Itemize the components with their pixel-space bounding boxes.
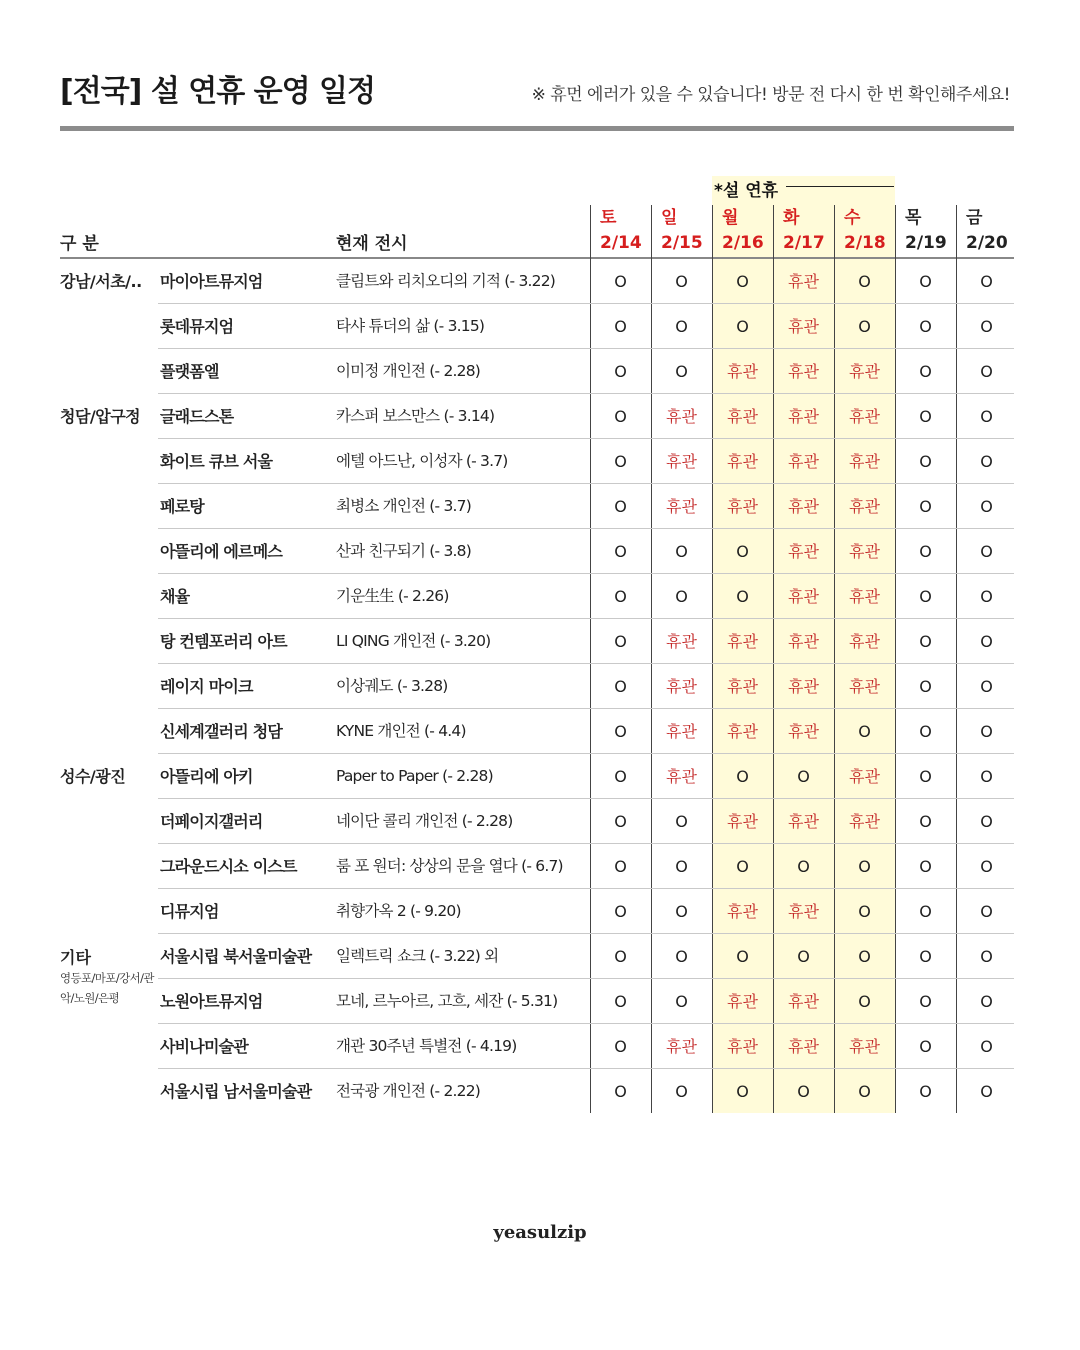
status-open: O [736,767,749,786]
venue-name: 그라운드시소 이스트 [160,857,297,876]
page-title: [전국] 설 연휴 운영 일정 [60,74,376,109]
status-closed: 휴관 [849,1037,880,1056]
status-open: O [858,992,871,1011]
status-open: O [858,317,871,336]
exhibition-name: 이미정 개인전 (- 2.28) [336,362,481,380]
status-open: O [614,407,627,426]
status-open: O [858,857,871,876]
status-open: O [797,1082,810,1101]
venue-name: 롯데뮤지엄 [160,317,234,336]
category-header: 구 분 [60,234,99,254]
status-closed: 휴관 [727,407,758,426]
venue-name: 서울시립 남서울미술관 [160,1082,312,1101]
status-open: O [675,812,688,831]
status-open: O [919,542,932,561]
title-divider [60,126,1014,131]
venue-name: 아뜰리에 에르메스 [160,542,283,561]
day-name: 일 [661,208,678,228]
status-open: O [919,902,932,921]
status-closed: 휴관 [788,992,819,1011]
status-open: O [919,767,932,786]
status-open: O [797,767,810,786]
status-closed: 휴관 [788,632,819,651]
exhibition-name: 기운生生 (- 2.26) [336,587,449,605]
status-open: O [980,947,993,966]
status-open: O [980,1037,993,1056]
status-closed: 휴관 [788,542,819,561]
status-open: O [614,452,627,471]
status-open: O [980,902,993,921]
region-label: 성수/광진 [60,767,126,786]
day-header-4 [834,206,895,256]
day-header-0 [590,206,651,256]
exhibition-name: 최병소 개인전 (- 3.7) [336,497,471,515]
status-closed: 휴관 [727,1037,758,1056]
table-row [60,664,1014,709]
exhibition-name: 취향가옥 2 (- 9.20) [336,902,461,920]
status-open: O [919,317,932,336]
status-open: O [919,992,932,1011]
day-header-5 [895,206,956,256]
status-open: O [736,272,749,291]
status-open: O [675,857,688,876]
region-etc-label: 기타 [60,948,91,967]
status-open: O [614,992,627,1011]
status-open: O [614,1082,627,1101]
status-open: O [614,812,627,831]
status-open: O [614,677,627,696]
exhibition-name: 카스퍼 보스만스 (- 3.14) [336,407,495,425]
day-date: 2/14 [600,233,642,253]
status-closed: 휴관 [727,452,758,471]
status-open: O [858,902,871,921]
status-closed: 휴관 [788,272,819,291]
table-row [60,754,1014,799]
status-closed: 휴관 [788,812,819,831]
table-row [60,439,1014,484]
status-closed: 휴관 [727,632,758,651]
day-header-1 [651,206,712,256]
status-open: O [858,947,871,966]
status-closed: 휴관 [849,407,880,426]
venue-name: 플랫폼엘 [160,362,219,381]
day-date: 2/17 [783,233,825,253]
status-closed: 휴관 [849,587,880,606]
day-header-6 [956,206,1017,256]
table-row [60,889,1014,934]
status-open: O [675,587,688,606]
status-open: O [980,542,993,561]
status-closed: 휴관 [788,317,819,336]
day-name: 화 [783,208,800,228]
status-closed: 휴관 [666,767,697,786]
status-open: O [614,632,627,651]
status-open: O [736,317,749,336]
status-open: O [919,812,932,831]
table-row [60,349,1014,394]
venue-name: 사비나미술관 [160,1037,248,1056]
region-etc-sub: 영등포/마포/강서/관악/노원/은평 [60,971,154,1005]
status-closed: 휴관 [849,812,880,831]
day-name: 수 [844,208,861,228]
status-open: O [919,1037,932,1056]
status-closed: 휴관 [788,587,819,606]
status-open: O [919,947,932,966]
status-closed: 휴관 [849,542,880,561]
venue-name: 노원아트뮤지엄 [160,992,263,1011]
status-closed: 휴관 [666,452,697,471]
venue-name: 채율 [160,587,190,606]
status-open: O [980,452,993,471]
status-open: O [614,857,627,876]
exhibition-name: 산과 친구되기 (- 3.8) [336,542,471,560]
status-closed: 휴관 [666,407,697,426]
footer-signature: yeasulzip [493,1222,587,1243]
status-closed: 휴관 [666,1037,697,1056]
status-open: O [797,857,810,876]
holiday-label: *설 연휴 [714,181,779,201]
table-row [60,1069,1014,1114]
status-closed: 휴관 [788,902,819,921]
status-closed: 휴관 [666,677,697,696]
status-open: O [980,407,993,426]
exhibition-name: 룸 포 원더: 상상의 문을 열다 (- 6.7) [336,857,563,875]
table-row [60,799,1014,844]
venue-name: 디뮤지엄 [160,902,219,921]
status-open: O [980,677,993,696]
status-open: O [675,317,688,336]
status-open: O [614,722,627,741]
day-header-3 [773,206,834,256]
status-closed: 휴관 [849,362,880,381]
status-open: O [614,947,627,966]
day-name: 월 [722,208,739,228]
table-row [60,979,1014,1024]
day-header-2 [712,206,773,256]
status-closed: 휴관 [788,362,819,381]
status-closed: 휴관 [666,497,697,516]
status-open: O [858,272,871,291]
status-closed: 휴관 [788,677,819,696]
exhibition-name: LI QING 개인전 (- 3.20) [336,632,491,650]
status-open: O [919,1082,932,1101]
status-open: O [980,362,993,381]
status-closed: 휴관 [849,497,880,516]
status-open: O [919,722,932,741]
status-closed: 휴관 [727,902,758,921]
status-open: O [980,497,993,516]
status-open: O [675,1082,688,1101]
exhibition-name: 에텔 아드난, 이성자 (- 3.7) [336,452,508,470]
status-closed: 휴관 [849,677,880,696]
status-open: O [736,542,749,561]
status-open: O [858,1082,871,1101]
status-closed: 휴관 [788,452,819,471]
exhibition-name: 개관 30주년 특별전 (- 4.19) [336,1037,517,1055]
status-open: O [919,497,932,516]
table-row [60,934,1014,979]
status-closed: 휴관 [666,722,697,741]
day-date: 2/18 [844,233,886,253]
status-open: O [980,632,993,651]
venue-name: 글래드스톤 [160,407,234,426]
day-name: 목 [905,208,922,228]
status-open: O [919,857,932,876]
region-etc [60,945,160,1008]
status-open: O [980,1082,993,1101]
status-open: O [980,857,993,876]
status-closed: 휴관 [727,677,758,696]
day-date: 2/19 [905,233,947,253]
status-open: O [614,767,627,786]
status-closed: 휴관 [727,497,758,516]
status-open: O [675,947,688,966]
table-row [60,844,1014,889]
exhibition-name: KYNE 개인전 (- 4.4) [336,722,466,740]
table-row [60,619,1014,664]
day-date: 2/16 [722,233,764,253]
exhibition-name: 일렉트릭 쇼크 (- 3.22) 외 [336,947,499,965]
status-open: O [736,587,749,606]
venue-name: 탕 컨템포러리 아트 [160,632,287,651]
table-row [60,484,1014,529]
status-closed: 휴관 [727,722,758,741]
status-open: O [919,272,932,291]
status-open: O [736,947,749,966]
table-row [60,259,1014,304]
exhibition-name: Paper to Paper (- 2.28) [336,767,493,785]
status-closed: 휴관 [788,722,819,741]
table-row [60,304,1014,349]
region-label: 청담/압구정 [60,407,141,426]
table-row [60,709,1014,754]
exhibition-name: 전국광 개인전 (- 2.22) [336,1082,481,1100]
table-row [60,574,1014,619]
status-open: O [675,362,688,381]
region-label: 강남/서초/.. [60,272,142,291]
status-closed: 휴관 [788,497,819,516]
status-open: O [675,542,688,561]
status-closed: 휴관 [727,362,758,381]
venue-name: 레이지 마이크 [160,677,253,696]
status-closed: 휴관 [727,812,758,831]
exhibition-name: 이상궤도 (- 3.28) [336,677,448,695]
status-closed: 휴관 [666,632,697,651]
venue-name: 마이아트뮤지엄 [160,272,263,291]
status-open: O [614,542,627,561]
venue-name: 신세계갤러리 청담 [160,722,283,741]
holiday-line [786,186,894,187]
venue-name: 페로탕 [160,497,204,516]
status-open: O [980,722,993,741]
exhibition-header: 현재 전시 [336,234,408,254]
status-open: O [919,362,932,381]
status-open: O [919,587,932,606]
status-open: O [614,902,627,921]
venue-name: 더페이지갤러리 [160,812,263,831]
day-date: 2/20 [966,233,1008,253]
status-open: O [614,497,627,516]
status-open: O [980,812,993,831]
table-row [60,394,1014,439]
exhibition-name: 모네, 르누아르, 고흐, 세잔 (- 5.31) [336,992,558,1010]
venue-name: 화이트 큐브 서울 [160,452,273,471]
day-name: 금 [966,208,983,228]
status-open: O [614,362,627,381]
status-open: O [919,407,932,426]
status-open: O [980,272,993,291]
status-closed: 휴관 [849,632,880,651]
status-open: O [858,722,871,741]
status-open: O [980,767,993,786]
status-open: O [797,947,810,966]
status-open: O [675,902,688,921]
venue-name: 아뜰리에 아키 [160,767,253,786]
status-closed: 휴관 [788,407,819,426]
status-open: O [614,317,627,336]
status-open: O [919,632,932,651]
status-open: O [614,1037,627,1056]
day-name: 토 [600,208,617,228]
exhibition-name: 네이단 콜리 개인전 (- 2.28) [336,812,513,830]
table-row [60,1024,1014,1069]
day-date: 2/15 [661,233,703,253]
status-closed: 휴관 [849,767,880,786]
status-open: O [614,272,627,291]
exhibition-name: 클림트와 리치오디의 기적 (- 3.22) [336,272,556,290]
status-open: O [614,587,627,606]
status-open: O [736,857,749,876]
status-closed: 휴관 [849,452,880,471]
status-open: O [919,452,932,471]
table-row [60,529,1014,574]
status-closed: 휴관 [727,992,758,1011]
status-closed: 휴관 [788,1037,819,1056]
status-open: O [980,317,993,336]
status-open: O [980,587,993,606]
venue-name: 서울시립 북서울미술관 [160,947,312,966]
status-open: O [919,677,932,696]
notice-text: ※ 휴먼 에러가 있을 수 있습니다! 방문 전 다시 한 번 확인해주세요! [531,85,1010,105]
status-open: O [980,992,993,1011]
status-open: O [675,992,688,1011]
status-open: O [675,272,688,291]
exhibition-name: 타샤 튜더의 삶 (- 3.15) [336,317,485,335]
status-open: O [736,1082,749,1101]
